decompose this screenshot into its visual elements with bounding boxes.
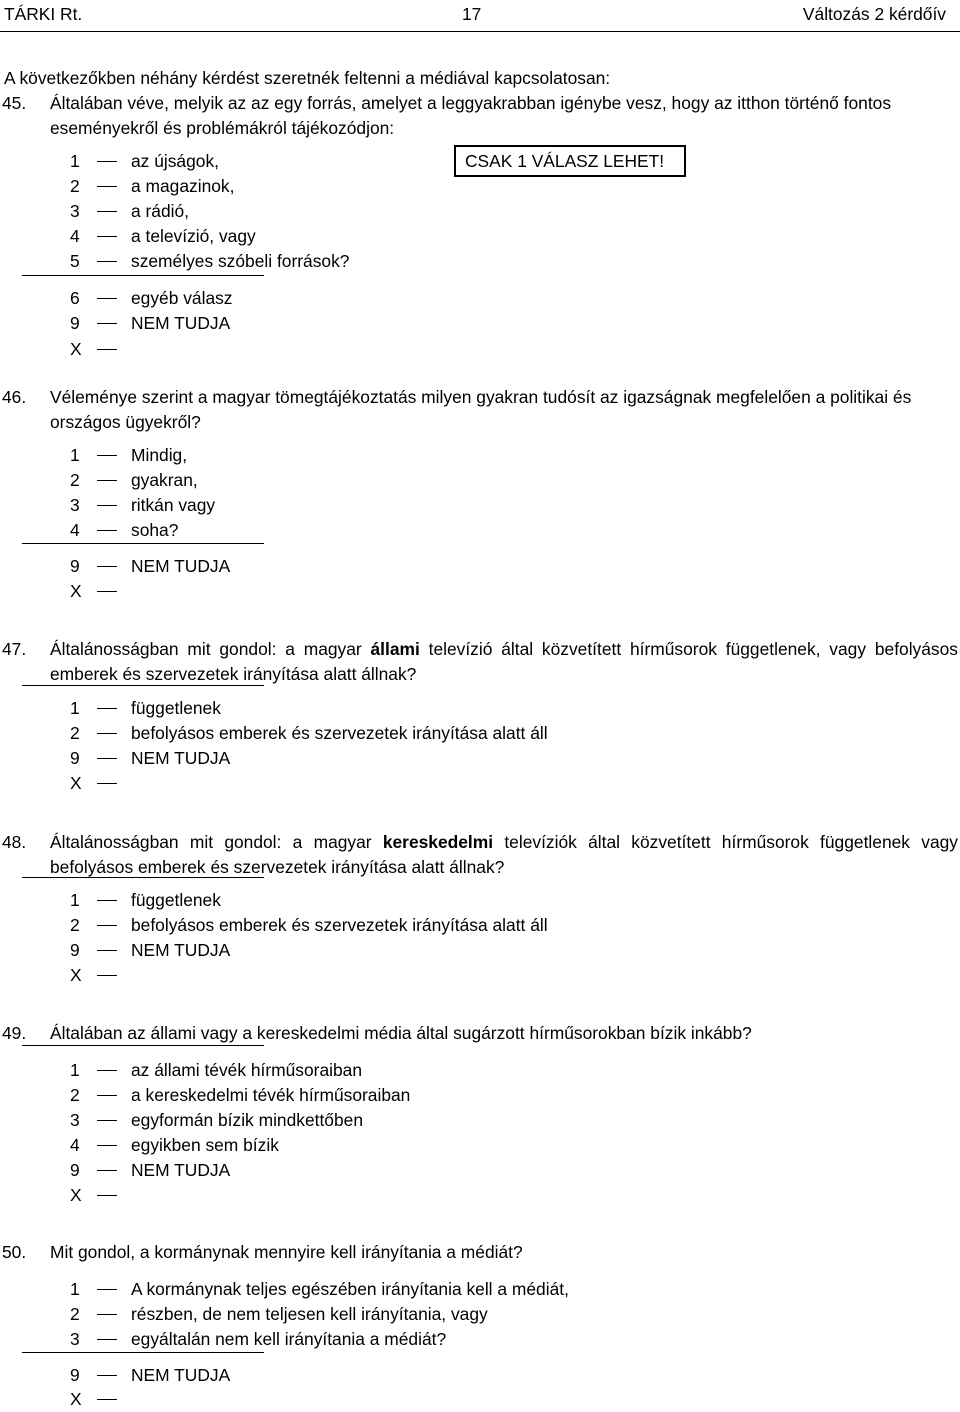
header-rule: [0, 31, 960, 32]
option-dash: [97, 1170, 117, 1171]
option-code: 2: [70, 723, 80, 743]
option-code: X: [70, 773, 82, 793]
option-label: a televízió, vagy: [131, 226, 256, 246]
option-code: X: [70, 1389, 82, 1409]
option-code: 3: [70, 201, 80, 221]
option-code: 6: [70, 288, 80, 308]
option-dash: [97, 1070, 117, 1071]
option-label: a kereskedelmi tévék hírműsoraiban: [131, 1085, 411, 1105]
option-label: NEM TUDJA: [131, 940, 231, 960]
separator-line: [22, 1045, 264, 1046]
option-dash: [97, 480, 117, 481]
option-label: egyéb válasz: [131, 288, 233, 308]
option-code: 1: [70, 151, 80, 171]
option-label: soha?: [131, 520, 179, 540]
question-text: Általában az állami vagy a kereskedelmi média által sugárzott hírműsorokban bízik inkább?: [50, 1023, 752, 1043]
option-code: 2: [70, 1304, 80, 1324]
option-label: a magazinok,: [131, 176, 235, 196]
question-number: 46.: [2, 387, 27, 407]
option-label: befolyásos emberek és szervezetek irányítása alatt áll: [131, 915, 548, 935]
option-dash: [97, 708, 117, 709]
separator-line: [22, 1352, 264, 1353]
option-label: a rádió,: [131, 201, 190, 221]
option-code: X: [70, 339, 82, 359]
option-label: személyes szóbeli források?: [131, 251, 350, 271]
option-code: 4: [70, 1135, 80, 1155]
option-dash: [97, 975, 117, 976]
emphasis-text: kereskedelmi: [382, 832, 494, 852]
question-number: 45.: [2, 93, 27, 113]
option-label: az állami tévék hírműsoraiban: [131, 1060, 363, 1080]
option-code: 2: [70, 470, 80, 490]
separator-line: [22, 877, 264, 878]
question-number: 50.: [2, 1242, 27, 1262]
option-code: 5: [70, 251, 80, 271]
option-dash: [97, 323, 117, 324]
option-label: függetlenek: [131, 890, 221, 910]
option-dash: [97, 783, 117, 784]
option-dash: [97, 1145, 117, 1146]
question-text: Mit gondol, a kormánynak mennyire kell irányítania a médiát?: [50, 1242, 523, 1262]
question-50: [0, 1240, 960, 1265]
intro-text: A következőkben néhány kérdést szeretnék feltenni a médiával kapcsolatosan:: [4, 68, 611, 88]
option-label: egyáltalán nem kell irányítania a médiát?: [131, 1329, 447, 1349]
option-label: NEM TUDJA: [131, 1365, 231, 1385]
option-dash: [97, 925, 117, 926]
separator-line: [22, 275, 264, 276]
question-text: Általánosságban mit gondol: a magyar kereskedelmi televíziók által közvetített hírműsorok függetlenek vagy befolyásos emberek és szervezetek irányítása alatt állnak?: [50, 832, 958, 877]
option-code: 1: [70, 1060, 80, 1080]
question-text: Általában véve, melyik az az egy forrás, amelyet a leggyakrabban igénybe vesz, hogy az itthon történő fontos eseményekről és problémákról tájékozódjon:: [50, 93, 892, 138]
option-label: NEM TUDJA: [131, 556, 231, 576]
option-label: gyakran,: [131, 470, 198, 490]
option-label: A kormánynak teljes egészében irányítania kell a médiát,: [131, 1279, 569, 1299]
option-code: 9: [70, 1160, 80, 1180]
option-label: az újságok,: [131, 151, 219, 171]
option-code: 1: [70, 890, 80, 910]
question-48: [0, 830, 960, 880]
option-code: 1: [70, 445, 80, 465]
option-code: 3: [70, 495, 80, 515]
option-code: 9: [70, 940, 80, 960]
question-49: [0, 1021, 960, 1046]
option-code: 1: [70, 1279, 80, 1299]
question-number: 48.: [2, 832, 27, 852]
option-dash: [97, 950, 117, 951]
option-code: X: [70, 965, 82, 985]
option-dash: [97, 236, 117, 237]
option-dash: [97, 1399, 117, 1400]
option-dash: [97, 530, 117, 531]
option-dash: [97, 505, 117, 506]
option-dash: [97, 1339, 117, 1340]
option-code: 2: [70, 176, 80, 196]
separator-line: [22, 543, 264, 544]
separator-line: [22, 685, 264, 686]
option-dash: [97, 1195, 117, 1196]
option-label: NEM TUDJA: [131, 1160, 231, 1180]
option-dash: [97, 733, 117, 734]
question-46: [0, 385, 960, 435]
option-dash: [97, 1289, 117, 1290]
option-code: 4: [70, 226, 80, 246]
option-code: 9: [70, 1365, 80, 1385]
option-code: 4: [70, 520, 80, 540]
option-label: ritkán vagy: [131, 495, 216, 515]
option-dash: [97, 161, 117, 162]
option-dash: [97, 1314, 117, 1315]
option-dash: [97, 186, 117, 187]
option-code: 3: [70, 1110, 80, 1130]
option-code: 9: [70, 313, 80, 333]
option-dash: [97, 566, 117, 567]
option-code: X: [70, 1185, 82, 1205]
option-dash: [97, 1375, 117, 1376]
option-dash: [97, 298, 117, 299]
option-code: 9: [70, 748, 80, 768]
option-dash: [97, 758, 117, 759]
option-label: függetlenek: [131, 698, 221, 718]
option-label: egyformán bízik mindkettőben: [131, 1110, 363, 1130]
option-label: NEM TUDJA: [131, 313, 231, 333]
option-label: egyikben sem bízik: [131, 1135, 279, 1155]
option-code: 2: [70, 1085, 80, 1105]
option-dash: [97, 211, 117, 212]
question-47: [0, 637, 960, 687]
question-text: Általánosságban mit gondol: a magyar állami televízió által közvetített hírműsorok függetlenek, vagy befolyásos emberek és szervezetek irányítása alatt állnak?: [50, 639, 958, 684]
option-code: 9: [70, 556, 80, 576]
question-text: Véleménye szerint a magyar tömegtájékoztatás milyen gyakran tudósít az igazságnak megfelelően a politikai és országos ügyekről?: [50, 387, 912, 432]
option-dash: [97, 591, 117, 592]
header-page-number: 17: [462, 4, 482, 24]
option-dash: [97, 1120, 117, 1121]
option-code: 1: [70, 698, 80, 718]
option-code: 2: [70, 915, 80, 935]
question-number: 49.: [2, 1023, 27, 1043]
option-label: részben, de nem teljesen kell irányítania, vagy: [131, 1304, 488, 1324]
option-dash: [97, 1095, 117, 1096]
option-code: 3: [70, 1329, 80, 1349]
instruction-box: CSAK 1 VÁLASZ LEHET!: [454, 145, 686, 177]
option-dash: [97, 900, 117, 901]
option-dash: [97, 261, 117, 262]
question-45: [0, 91, 960, 141]
option-dash: [97, 349, 117, 350]
question-number: 47.: [2, 639, 27, 659]
option-label: befolyásos emberek és szervezetek irányítása alatt áll: [131, 723, 548, 743]
option-label: NEM TUDJA: [131, 748, 231, 768]
header-organization: TÁRKI Rt.: [4, 4, 83, 24]
page-header: [0, 2, 960, 28]
option-code: X: [70, 581, 82, 601]
header-document-title: Változás 2 kérdőív: [802, 4, 946, 24]
option-dash: [97, 455, 117, 456]
emphasis-text: állami: [370, 639, 420, 659]
option-label: Mindig,: [131, 445, 188, 465]
